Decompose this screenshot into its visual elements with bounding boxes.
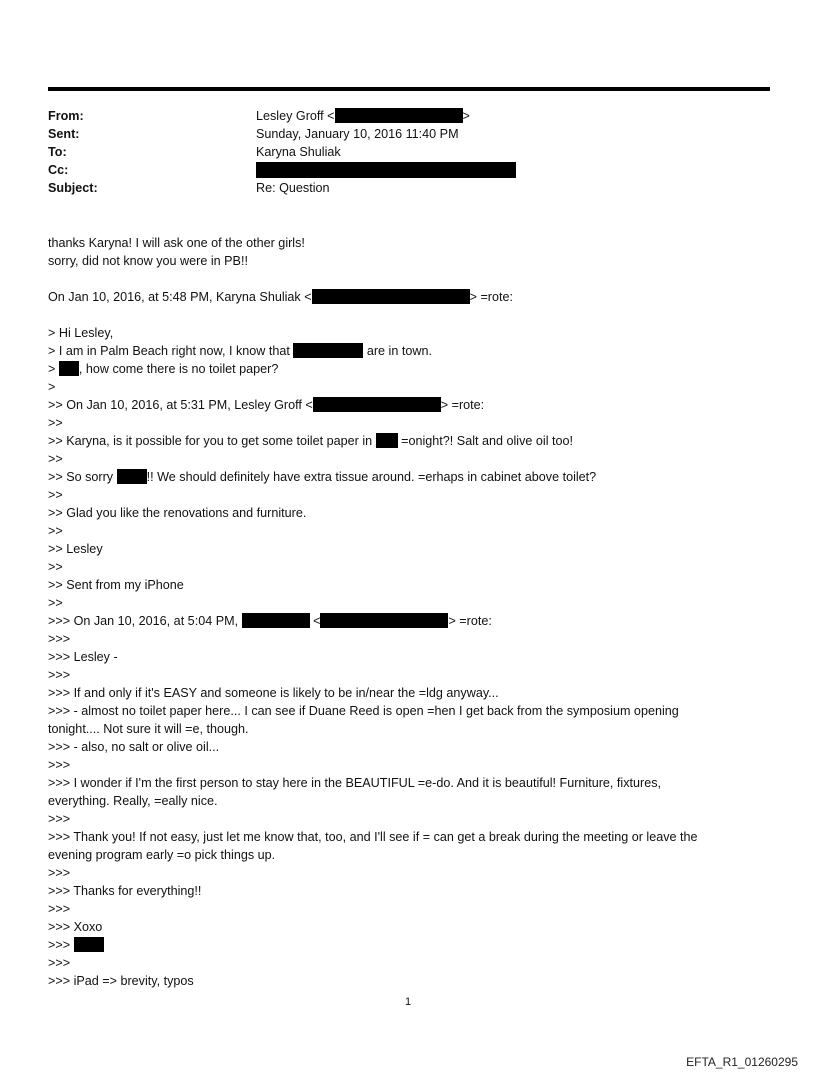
body-line: > [48,380,56,394]
text: >> On Jan 10, 2016, at 5:31 PM, Lesley Groff < [48,398,313,412]
redacted-email [335,108,463,123]
redacted-email [312,289,470,304]
body-line: thanks Karyna! I will ask one of the other girls! [48,236,305,250]
body-line: >>> [48,812,71,826]
body-line: >> [48,488,63,502]
redacted-email [320,613,448,628]
body-line: >>> iPad => brevity, typos [48,974,194,988]
to-label: To: [48,145,67,159]
body-line: >>> [48,866,71,880]
body-line: >> Sent from my iPhone [48,578,184,592]
redacted-name [117,469,147,484]
from-name: Lesley Groff < [256,109,335,123]
text: > I am in Palm Beach right now, I know that [48,344,294,358]
from-value [256,109,470,124]
text: > =rote: [448,614,492,628]
text: >>> On Jan 10, 2016, at 5:04 PM, [48,614,242,628]
body-line: >>> - also, no salt or olive oil... [48,740,220,754]
subject-value: Re: Question [256,181,330,195]
body-line: >> [48,416,63,430]
redacted-name [293,343,363,358]
body-line: >> Glad you like the renovations and furniture. [48,506,307,520]
body-line: > Hi Lesley, [48,326,114,340]
body-line: >>> Xoxo [48,920,103,934]
redacted-name [59,361,79,376]
text: >> So sorry [48,470,117,484]
text: On Jan 10, 2016, at 5:48 PM, Karyna Shuliak < [48,290,312,304]
body-line [48,397,484,413]
text: > =rote: [440,398,485,412]
text: are in town. [363,344,432,358]
page-number: 1 [404,996,412,1008]
subject-row [48,181,748,199]
sent-row [48,127,748,145]
text: < [309,614,321,628]
body-line: >> [48,560,63,574]
to-value: Karyna Shuliak [256,145,341,159]
body-line [48,433,573,449]
sent-label: Sent: [48,127,80,141]
body-line: evening program early =o pick things up. [48,848,276,862]
body-line [48,361,278,377]
body-line: >>> [48,956,71,970]
redacted-name [242,613,310,628]
body-line: >>> Thanks for everything!! [48,884,202,898]
body-line: >> [48,524,63,538]
body-line: >>> [48,758,71,772]
redacted-name [74,937,104,952]
text: >>> [48,938,74,952]
body-line: >>> Lesley - [48,650,118,664]
body-line: tonight.... Not sure it will =e, though. [48,722,249,736]
body-line [48,469,596,485]
body-line [48,289,513,305]
cc-value [256,163,516,179]
text: > [48,362,59,376]
body-line: >> Lesley [48,542,103,556]
subject-label: Subject: [48,181,98,195]
body-line: >>> I wonder if I'm the first person to stay here in the BEAUTIFUL =e-do. And it is beautiful! Furniture, fixtures, [48,776,662,790]
sent-value: Sunday, January 10, 2016 11:40 PM [256,127,459,141]
from-close: > [462,109,470,123]
body-line: everything. Really, =eally nice. [48,794,218,808]
text: , how come there is no toilet paper? [78,362,279,376]
body-line: >> [48,596,63,610]
body-line: sorry, did not know you were in PB!! [48,254,248,268]
body-line: >>> [48,902,71,916]
redacted-email [313,397,441,412]
body-line [48,937,104,953]
from-row [48,109,748,127]
body-line: >>> - almost no toilet paper here... I can see if Duane Reed is open =hen I get back from the symposium opening [48,704,679,718]
to-row [48,145,748,163]
redacted-name [376,433,398,448]
body-line [48,343,432,359]
from-label: From: [48,109,84,123]
body-line [48,613,492,629]
redacted-cc [256,162,516,178]
body-line: >>> Thank you! If not easy, just let me know that, too, and I'll see if = can get a break during the meeting or leave the [48,830,698,844]
cc-row [48,163,748,181]
text: > =rote: [469,290,514,304]
bates-number: EFTA_R1_01260295 [686,1055,798,1069]
header-divider [48,87,770,91]
text: !! We should definitely have extra tissue around. =erhaps in cabinet above toilet? [146,470,597,484]
body-line: >> [48,452,63,466]
body-line: >>> [48,668,71,682]
text: >> Karyna, is it possible for you to get some toilet paper in [48,434,376,448]
body-line: >>> [48,632,71,646]
cc-label: Cc: [48,163,69,177]
text: =onight?! Salt and olive oil too! [397,434,574,448]
body-line: >>> If and only if it's EASY and someone is likely to be in/near the =ldg anyway... [48,686,499,700]
